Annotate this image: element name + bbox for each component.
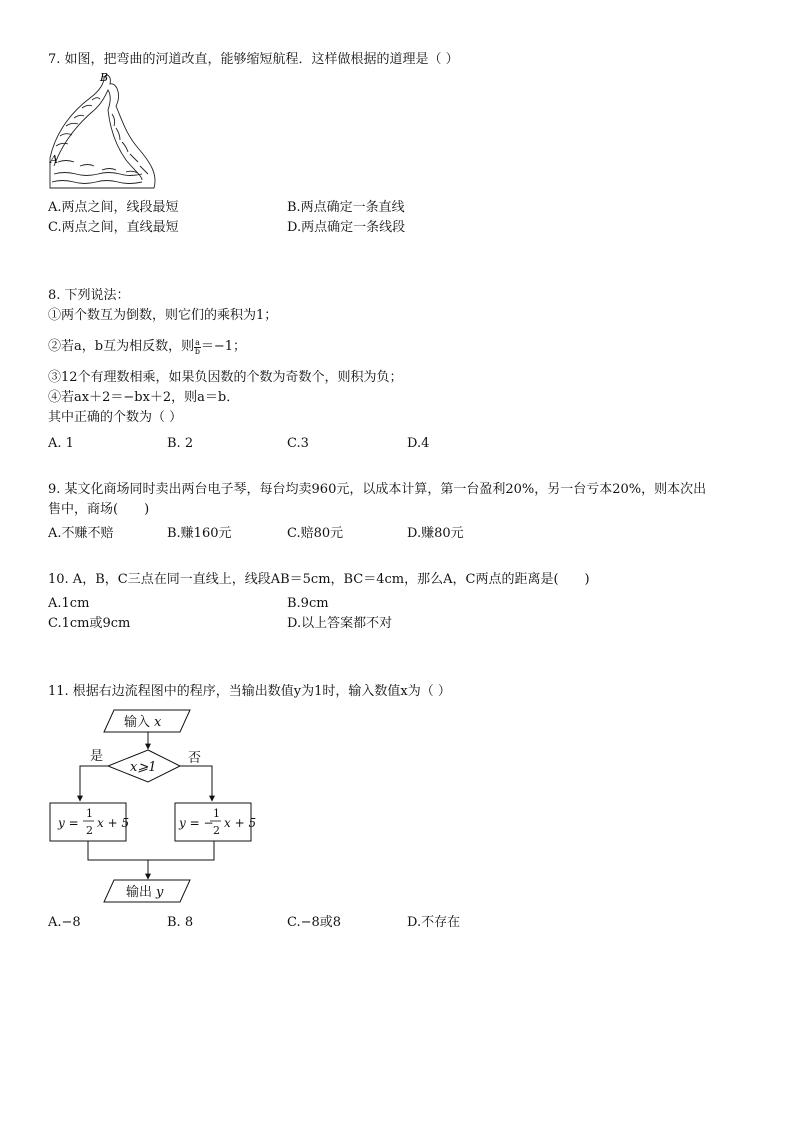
q10-option-a[interactable]: A.1cm: [48, 596, 90, 611]
q10-option-c[interactable]: C.1cm或9cm: [48, 616, 131, 631]
q9-option-d[interactable]: D.赚80元: [407, 526, 464, 541]
q11-option-a[interactable]: A.−8: [48, 915, 81, 930]
q7-option-b[interactable]: B.两点确定一条直线: [287, 200, 405, 215]
q8-statement-3: ③12个有理数相乘，如果负因数的个数为奇数个，则积为负；: [48, 370, 403, 385]
fc-yes-label: 是: [90, 749, 104, 764]
fc-left-lhs: y =: [58, 816, 79, 830]
fc-input-var: x: [154, 715, 162, 730]
fc-right-lhs: y = −: [179, 816, 214, 830]
q10-stem: 10. A，B，C三点在同一直线上，线段AB＝5cm，BC＝4cm，那么A，C两点的距离是( ): [48, 572, 590, 587]
fc-no-label: 否: [188, 751, 202, 766]
fc-condition: x⩾1: [130, 760, 157, 775]
q10-option-b[interactable]: B.9cm: [287, 596, 329, 611]
q8-option-a[interactable]: A. 1: [48, 436, 74, 451]
q7-option-c[interactable]: C.两点之间，直线最短: [48, 220, 179, 235]
q8-question: 其中正确的个数为（ ）: [48, 410, 183, 425]
q7-stem: 7. 如图，把弯曲的河道改直，能够缩短航程．这样做根据的道理是（ ）: [48, 52, 459, 67]
q7-option-a[interactable]: A.两点之间，线段最短: [48, 200, 179, 215]
q8-statement-1: ①两个数互为倒数，则它们的乘积为1；: [48, 308, 278, 323]
q8-option-d[interactable]: D.4: [407, 436, 430, 451]
q8-option-b[interactable]: B. 2: [167, 436, 194, 451]
q8-option-c[interactable]: C.3: [287, 436, 309, 451]
fc-left-rhs: x + 5: [97, 816, 130, 830]
fc-left-num: 1: [86, 807, 93, 820]
q11-option-b[interactable]: B. 8: [167, 915, 194, 930]
q8-statement-4: ④若ax＋2＝−bx＋2，则a＝b．: [48, 390, 240, 405]
q11-option-c[interactable]: C.−8或8: [287, 915, 342, 930]
q9-option-b[interactable]: B.赚160元: [167, 526, 232, 541]
q7-option-d[interactable]: D.两点确定一条线段: [287, 220, 406, 235]
fc-input-label: 输入: [124, 715, 151, 730]
q9-stem-line2: 售中，商场( ): [48, 502, 150, 517]
fc-output-var: y: [156, 885, 164, 900]
q11-option-d[interactable]: D.不存在: [407, 915, 461, 930]
q10-option-d[interactable]: D.以上答案都不对: [287, 616, 393, 631]
q8-statement-2-text: ②若a，b互为相反数，则: [48, 339, 195, 354]
fc-right-num: 1: [213, 807, 220, 820]
q9-option-a[interactable]: A.不赚不赔: [48, 526, 114, 541]
q9-option-c[interactable]: C.赔80元: [287, 526, 344, 541]
q8-statement-2-rhs: ＝−1；: [200, 339, 247, 354]
point-b-label: B: [100, 71, 109, 84]
q11-stem: 11. 根据右边流程图中的程序，当输出数值y为1时，输入数值x为（ ）: [48, 684, 451, 699]
flowchart: [40, 704, 270, 910]
fc-left-den: 2: [86, 824, 93, 837]
fc-right-den: 2: [213, 824, 220, 837]
river-figure: [46, 70, 166, 192]
fraction-a-over-b: $\frac{a}{b}$: [194, 338, 201, 356]
fc-output-label: 输出: [126, 885, 153, 900]
q8-stem: 8. 下列说法：: [48, 288, 130, 303]
fc-right-rhs: x + 5: [224, 816, 257, 830]
point-a-label: A: [50, 153, 58, 166]
q8-statement-2: [48, 339, 246, 356]
q9-stem-line1: 9. 某文化商场同时卖出两台电子琴，每台均卖960元，以成本计算，第一台盈利20%，另一台亏本20%，则本次出: [48, 482, 707, 497]
